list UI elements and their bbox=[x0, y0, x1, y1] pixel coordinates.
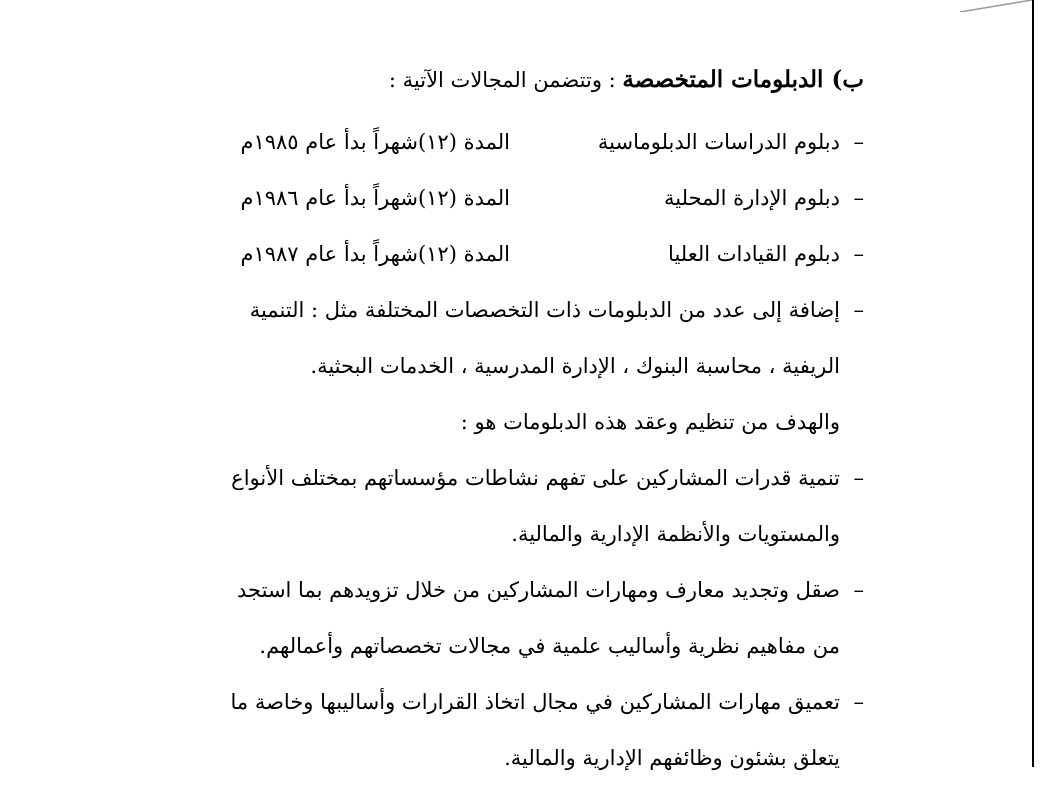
goal-item-continued bbox=[124, 512, 864, 568]
paragraph-text: تنمية قدرات المشاركين على تفهم نشاطات مؤسساتهم بمختلف الأنواع bbox=[231, 466, 840, 490]
goal-item bbox=[124, 568, 864, 624]
list-dash: – bbox=[853, 466, 864, 490]
list-dash: – bbox=[853, 130, 864, 154]
document-body bbox=[124, 58, 864, 792]
diploma-name: دبلوم القيادات العليا bbox=[668, 242, 840, 266]
paragraph-text: تعميق مهارات المشاركين في مجال اتخاذ القرارات وأساليبها وخاصة ما bbox=[230, 690, 840, 714]
diploma-row bbox=[124, 176, 864, 232]
paragraph-text: والهدف من تنظيم وعقد هذه الدبلومات هو : bbox=[460, 410, 840, 434]
paragraph-text: صقل وتجديد معارف ومهارات المشاركين من خلال تزويدهم بما استجد bbox=[237, 578, 840, 602]
diploma-row bbox=[124, 232, 864, 288]
diploma-name: دبلوم الإدارة المحلية bbox=[664, 186, 840, 210]
paragraph-text: والمستويات والأنظمة الإدارية والمالية. bbox=[511, 522, 840, 546]
goal-item-continued bbox=[124, 736, 864, 792]
diploma-row bbox=[124, 120, 864, 176]
diploma-duration: المدة (١٢)شهراً بدأ عام ١٩٨٧م bbox=[240, 242, 510, 266]
section-heading bbox=[124, 58, 864, 120]
list-dash: – bbox=[853, 578, 864, 602]
paragraph-text: الريفية ، محاسبة البنوك ، الإدارة المدرسية ، الخدمات البحثية. bbox=[310, 354, 840, 378]
list-dash: – bbox=[853, 186, 864, 210]
paragraph-text: من مفاهيم نظرية وأساليب علمية في مجالات تخصصاتهم وأعمالهم. bbox=[259, 634, 840, 658]
page-corner-fold bbox=[960, 0, 1032, 12]
paragraph-text: يتعلق بشئون وظائفهم الإدارية والمالية. bbox=[504, 746, 840, 770]
diploma-duration: المدة (١٢)شهراً بدأ عام ١٩٨٥م bbox=[240, 130, 510, 154]
section-title: ب) الدبلومات المتخصصة bbox=[622, 66, 864, 93]
goal-item bbox=[124, 456, 864, 512]
paragraph-text: إضافة إلى عدد من الدبلومات ذات التخصصات المختلفة مثل : التنمية bbox=[249, 298, 840, 322]
section-intro: : وتتضمن المجالات الآتية : bbox=[388, 68, 623, 92]
addition-paragraph bbox=[124, 288, 864, 344]
goal-intro bbox=[124, 400, 864, 456]
addition-paragraph-continued bbox=[124, 344, 864, 400]
list-dash: – bbox=[853, 298, 864, 322]
diploma-name: دبلوم الدراسات الدبلوماسية bbox=[597, 130, 840, 154]
list-dash: – bbox=[853, 242, 864, 266]
diploma-duration: المدة (١٢)شهراً بدأ عام ١٩٨٦م bbox=[240, 186, 510, 210]
goal-item bbox=[124, 680, 864, 736]
goal-item-continued bbox=[124, 624, 864, 680]
list-dash: – bbox=[853, 690, 864, 714]
